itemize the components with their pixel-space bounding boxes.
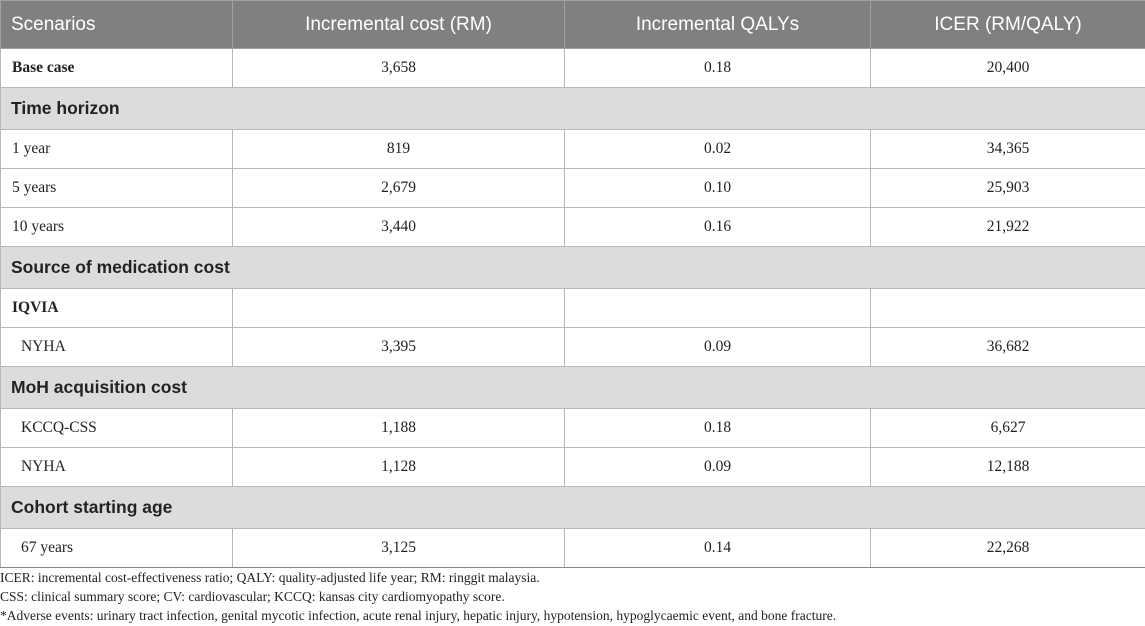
footnote-adverse-events: *Adverse events: urinary tract infection, genital mycotic infection, acute renal injury, hepatic injury, hypotension, hypoglycaemic event, and bone fracture. xyxy=(0,608,837,623)
icer-cell xyxy=(871,289,1145,328)
icer-cell: 6,627 xyxy=(871,409,1145,448)
table-row xyxy=(1,169,1145,208)
table-row xyxy=(1,529,1145,568)
header-incremental-qalys: Incremental QALYs xyxy=(565,1,871,49)
table-row xyxy=(1,328,1145,367)
scenario-cell: 1 year xyxy=(1,130,233,169)
icer-cell: 22,268 xyxy=(871,529,1145,568)
scenario-cell: 67 years xyxy=(1,529,233,568)
section-title: Time horizon xyxy=(1,88,1145,130)
incremental-cost-cell: 2,679 xyxy=(233,169,565,208)
incremental-cost-cell: 1,188 xyxy=(233,409,565,448)
section-title: MoH acquisition cost xyxy=(1,367,1145,409)
scenario-cell: 5 years xyxy=(1,169,233,208)
section-header-row xyxy=(1,487,1145,529)
incremental-qaly-cell: 0.18 xyxy=(565,49,871,88)
table-row xyxy=(1,208,1145,247)
table-row xyxy=(1,409,1145,448)
section-header-row xyxy=(1,88,1145,130)
table-row xyxy=(1,49,1145,88)
section-header-row xyxy=(1,247,1145,289)
scenario-cell: KCCQ-CSS xyxy=(1,409,233,448)
incremental-qaly-cell: 0.09 xyxy=(565,328,871,367)
icer-cell: 25,903 xyxy=(871,169,1145,208)
scenario-cell: NYHA xyxy=(1,328,233,367)
incremental-qaly-cell: 0.10 xyxy=(565,169,871,208)
icer-cell: 20,400 xyxy=(871,49,1145,88)
incremental-cost-cell: 3,395 xyxy=(233,328,565,367)
incremental-qaly-cell: 0.16 xyxy=(565,208,871,247)
incremental-cost-cell: 3,125 xyxy=(233,529,565,568)
incremental-qaly-cell: 0.09 xyxy=(565,448,871,487)
table-header-row xyxy=(1,1,1145,49)
scenario-cell: 10 years xyxy=(1,208,233,247)
table-row xyxy=(1,289,1145,328)
footnote-abbreviations-2: CSS: clinical summary score; CV: cardiovascular; KCCQ: kansas city cardiomyopathy score. xyxy=(0,589,505,604)
section-title: Cohort starting age xyxy=(1,487,1145,529)
section-header-row xyxy=(1,367,1145,409)
header-icer: ICER (RM/QALY) xyxy=(871,1,1145,49)
scenario-cell: Base case xyxy=(1,49,233,88)
icer-cell: 21,922 xyxy=(871,208,1145,247)
icer-cell: 34,365 xyxy=(871,130,1145,169)
incremental-cost-cell: 3,440 xyxy=(233,208,565,247)
section-title: Source of medication cost xyxy=(1,247,1145,289)
scenario-cell: IQVIA xyxy=(1,289,233,328)
incremental-qaly-cell: 0.02 xyxy=(565,130,871,169)
incremental-cost-cell: 1,128 xyxy=(233,448,565,487)
incremental-qaly-cell: 0.14 xyxy=(565,529,871,568)
incremental-qaly-cell: 0.18 xyxy=(565,409,871,448)
table-footnotes xyxy=(0,568,1145,625)
icer-cell: 36,682 xyxy=(871,328,1145,367)
footnote-abbreviations-1: ICER: incremental cost-effectiveness ratio; QALY: quality-adjusted life year; RM: ringgit malaysia. xyxy=(0,570,540,585)
icer-cell: 12,188 xyxy=(871,448,1145,487)
table-row xyxy=(1,448,1145,487)
table-row xyxy=(1,130,1145,169)
incremental-qaly-cell xyxy=(565,289,871,328)
incremental-cost-cell: 819 xyxy=(233,130,565,169)
incremental-cost-cell xyxy=(233,289,565,328)
table-body xyxy=(1,49,1145,568)
header-scenarios: Scenarios xyxy=(1,1,233,49)
incremental-cost-cell: 3,658 xyxy=(233,49,565,88)
scenario-cell: NYHA xyxy=(1,448,233,487)
header-incremental-cost: Incremental cost (RM) xyxy=(233,1,565,49)
